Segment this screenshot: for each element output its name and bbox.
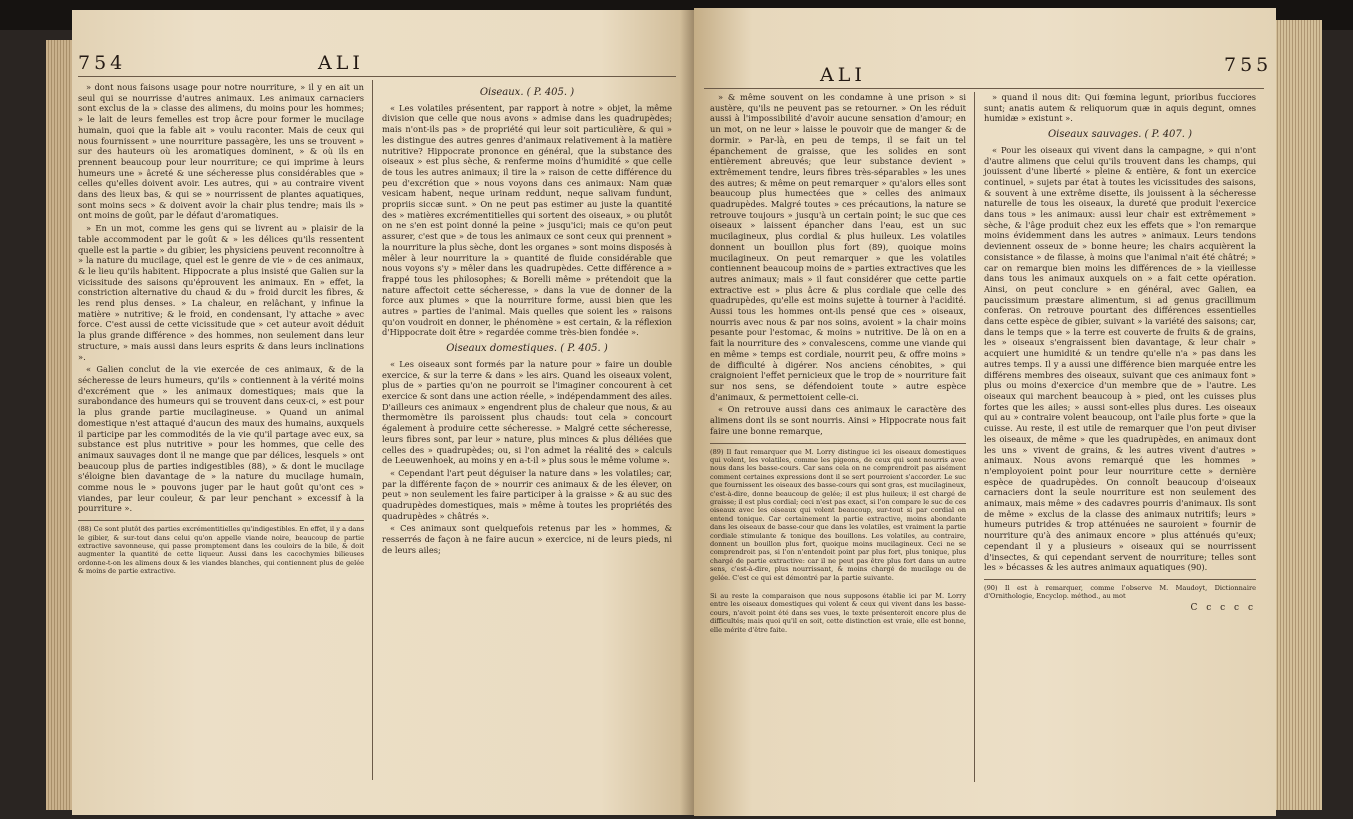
- paragraph: » quand il nous dit: Qui fœmina legunt, prioribus fucciores sunt; anatis autem & reliquorum quæ in aquis degunt, omnes humidæ » existunt ».: [984, 92, 1256, 124]
- footnote-continued: Si au reste la comparaison que nous supposons établie ici par M. Lorry entre les oiseaux domestiques qui volent & ceux qui vivent dans les basse-cours, n'avoit point été dans ses vues, le texte présenteroit encore plus de difficultés; mais quoi qu'il en soit, cette distinction est vraie, elle est bonne, elle mérite d'être faite.: [710, 592, 966, 634]
- paragraph: » & même souvent on les condamne à une prison » si austère, qu'ils ne peuvent pas se retourner. » On les réduit aussi à l'impossibilité d'avoir aucune sensation d'amour; en un mot, on ne leur » laisse le pouvoir que de manger & de dormir. » Par-là, en peu de temps, il se fait un tel épanchement de graisse, que les solides en sont entièrement abreuvés; que leur substance devient » extrêmement tendre, leurs fibres très-séparables » les unes des autres; & même on peut remarquer » qu'alors elles sont beaucoup plus humectées que » celles des animaux quadrupèdes. Malgré toutes » ces précautions, la nature se retrouve toujours » jusqu'à un certain point; le suc que ces oiseaux » laissent épancher dans l'eau, est un suc mucilagineux, plus cordial & plus huileux. Les volatiles donnent un bouillon plus fort (89), quoique moins mucilagineux. On peut remarquer » que les volatiles contiennent beaucoup moins de » parties extractives que les autres animaux; mais » il faut considérer que cette partie extractive est » plus âcre & plus cordiale que celle des quadrupèdes, qu'elle est moins sujette à tourner à l'acidité. Aussi tous les hommes ont-ils pensé que ces » oiseaux, nourris avec nous & par nos soins, avoient » la chair moins pesante pour l'estomac, & moins » nutritive. De là on en a fait la nourriture des » convalescens, comme une viande qui en même » temps est cordiale, nourrit peu, & offre moins » de difficulté à digérer. Nos anciens cénobites, » qui craignoient l'effet pernicieux que le trop de » nourriture fait sur nos sens, se défendoient toute » autre espèce d'animaux, & permettoient celle-ci.: [710, 92, 966, 402]
- paragraph: « Cependant l'art peut déguiser la nature dans » les volatiles; car, par la différente façon de » nourrir ces animaux & de les élever, on peut » non seulement les faire participer à la graisse » & au suc des quadrupèdes domestiques, mais » même à toutes les propriétés des quadrupèdes » châtrés ».: [382, 467, 672, 521]
- section-heading: Oiseaux. ( P. 405. ): [479, 87, 575, 98]
- paragraph: « Les oiseaux sont formés par la nature pour » faire un double exercice, & sur la terre & dans » les airs. Quand les oiseaux volent, plus de » parties qu'on ne pourroit se l'imaginer concourent à cet exercice & sont dans une action réelle, » indépendamment des ailes. D'ailleurs ces animaux » engendrent plus de chaleur que nous, & au thermomètre ils paroissent plus chauds: tout cela » concourt également à produire cette sécheresse. » Malgré cette sécheresse, leurs fibres sont, par leur » nature, plus minces & plus déliées que celles des » quadrupèdes; ou, si l'on admet la réalité des » calculs de Leeuwenhoek, au moins y en a-t-il » plus sous le même volume ».: [382, 358, 673, 466]
- right-column-1: [710, 92, 966, 634]
- paragraph: » En un mot, comme les gens qui se livrent au » plaisir de la table accommodent par le goût & » les délices qu'ils ressentent quelle est la partie » du gibier, les physiciens peuvent reconnoître à » la nature du mucilage, quel est le genre de vie » de ces animaux, & le lieu qu'ils habitent. Hippocrate a plus insisté que Galien sur la vicissitude des saisons qu'éprouvent les animaux. En » effet, la constriction alternative du chaud & du » froid durcit les fibres, & les rend plus denses. » La chaleur, en relâchant, y infinue la matière » nutritive; & le froid, en condensant, l'y attache » avec force. C'est aussi de cette vicissitude que » cet auteur avoit déduit la plus grande différence » des hommes, non seulement dans leur structure, » mais aussi dans leurs esprits & dans leurs inclinations ».: [78, 223, 365, 362]
- left-page: [72, 10, 694, 815]
- right-column-2: [984, 92, 1256, 613]
- right-column-rule: [974, 92, 975, 782]
- section-heading: Oiseaux sauvages. ( P. 407. ): [1047, 129, 1193, 141]
- left-header-rule: [78, 76, 676, 77]
- signature-mark: C c c c c: [1190, 602, 1256, 613]
- paragraph: « Ces animaux sont quelquefois retenus par les » hommes, & resserrés de façon à ne faire aucun » exercice, ni de leurs pieds, ni de leurs ailes;: [382, 523, 672, 555]
- left-column-rule: [372, 80, 373, 780]
- paragraph: « On retrouve aussi dans ces animaux le caractère des alimens dont ils se sont nourris. Ainsi » Hippocrate nous fait faire une bonne remarque,: [710, 404, 966, 436]
- footnote: (90) Il est à remarquer, comme l'observe M. Maudoyt, Dictionnaire d'Ornithologie, Encyclop. méthod., au mot: [984, 579, 1256, 601]
- right-running-head: ALI: [820, 64, 866, 86]
- right-page-number: 755: [1224, 54, 1273, 76]
- paragraph: » dont nous faisons usage pour notre nourriture, » il y en ait un seul qui se nourrisse d'autres animaux. Les animaux carnaciers sont exclus de la » classe des alimens, du moins pour les hommes; » le lait de leurs femelles est trop âcre pour former le mucilage humain, quoi que la fable ait » voulu raconter. Mais de ceux qui nous fournissent » une nourriture passagère, les uns se trouvent » sur des hauteurs où les aromatiques dominent, » & où ils en prennent beaucoup pour leur nourriture; ce qui imprime à leurs humeurs une » âcreté & une sécheresse plus considérables que » celles qu'elles doivent avoir. Les autres, qui » au contraire vivent dans des lieux bas, & qui se » nourrissent de plantes aquatiques, sont moins secs » & doivent avoir la chair plus tendre; mais ils » ont moins de goût, par le défaut d'aromatiques.: [78, 82, 364, 221]
- left-column-1: [78, 82, 364, 576]
- right-book-edge: [1272, 20, 1322, 810]
- left-page-number: 754: [78, 52, 127, 74]
- left-running-head: ALI: [318, 52, 364, 74]
- right-page: [694, 8, 1276, 816]
- paragraph: « Galien conclut de la vie exercée de ces animaux, & de la sécheresse de leurs humeurs, qu'ils » contiennent à la vérité moins d'excrément que » les animaux domestiques; mais que la surabondance des humeurs qui se trouvent dans ceux-ci, » est pour la plus grande partie mucilagineuse. » Quand un animal domestique n'est attaqué d'aucun des maux des humains, auxquels il participe par les commodités de la vie qu'il partage avec eux, sa substance est plus nutritive » pour les hommes, que celle des animaux sauvages dont il ne mange que par délices, lesquels » ont beaucoup plus de parties indigestibles (88), » & dont le mucilage s'éloigne bien davantage de » la nature du mucilage humain, comme nous le » pouvons juger par le haut goût qu'ont ces » viandes, par leur couleur, & par leur penchant » excessif à la pourriture ».: [78, 364, 364, 514]
- left-column-2: [382, 82, 672, 558]
- footnote: (88) Ce sont plutôt des parties excrémentitielles qu'indigestibles. En effet, il y a dans le gibier, & sur-tout dans celui qu'on appelle viande noire, beaucoup de partie extractive savonneuse, qui passe promptement dans les couloirs de la bile, & doit augmenter la quantité de cette liqueur. Aussi dans les cacochymies bilieuses ordonne-t-on les alimens doux & les viandes blanches, qui contiennent plus de gelée & moins de partie extractive.: [78, 520, 364, 575]
- footnote: (89) Il faut remarquer que M. Lorry distingue ici les oiseaux domestiques qui volent, les volatiles, comme les pigeons, de ceux qui sont nourris avec nous dans les basse-cours. Car sans cela on ne comprendroit pas aisément comment certaines expressions dont il se sert pourroient s'accorder. Le suc que fournissent les oiseaux des basse-cours qui sont gras, est mucilagineux, c'est-à-dire, donne beaucoup de gelée; il est plus huileux; il est chargé de graisse; il est plus cordial; ceci n'est pas exact, si l'on compare le suc de ces oiseaux avec les oiseaux qui volent beaucoup, sur-tout si par cordial on entend tonique. Car certainement la partie extractive, moins abondante dans les oiseaux de basse-cour que dans les volatiles, est vraiment la partie cordiale stimulante & tonique des bouillons. Les volatiles, au contraire, donnent un bouillon plus fort, quoique moins mucilagineux. Ceci ne se comprendroit pas, si l'on n'entendoit point par plus fort, plus tonique, plus chargé de partie extractive: car il ne peut pas être plus fort dans un autre sens, c'est-à-dire, plus nourrissant, & moins chargé de mucilage ou de gelée. C'est ce qui est démontré par la partie suivante.: [710, 443, 966, 583]
- section-heading: Oiseaux domestiques. ( P. 405. ): [446, 343, 608, 355]
- paragraph: « Les volatiles présentent, par rapport à notre » objet, la même division que celle que nous avons » admise dans les quadrupèdes; mais n'ont-ils pas » de propriété qui leur soit particulière, & qui » les distingue des autres genres d'animaux relativement à la matière nutritive? Hippocrate prononce en général, que la substance des oiseaux » est plus sèche, & renferme moins d'humidité » que celle de tous les autres animaux; il tire la » raison de cette différence du peu d'excrétion que » nous voyons dans ces animaux: Nam quæ vesicam habent, neque urinam reddunt, neque salivam fundunt, propriis siccæ sunt. » On ne peut pas estimer au juste la quantité des » matières excrémentitielles qui sortent des oiseaux, » ou plutôt on ne s'en est point donné la peine » jusqu'ici; mais ce qu'on peut assurer, c'est que » de tous les animaux ce sont ceux qui prennent » la nourriture la plus sèche, dont les organes » sont moins disposés à mêler à leur nourriture la » quantité de fluide considérable que nous voyons s'y » mêler dans les quadrupèdes. Cette différence a » frappé tous les philosophes; & Borelli même » prétendoit que la nature affectoit cette sécheresse, » dans la vue de donner de la force aux plumes » que la nourriture forme, aussi bien que les autres » parties de l'animal. Mais quelles que soient les » raisons qu'on voudroit en donner, le phénomène » est certain, & la réflexion d'Hippocrate doit être » regardée comme très-bien fondée ».: [382, 102, 672, 338]
- paragraph: « Pour les oiseaux qui vivent dans la campagne, » qui n'ont d'autre alimens que celui qu'ils trouvent dans les champs, qui jouissent d'une liberté » pleine & entière, & font un exercice continuel, » sujets par état à toutes les vicissitudes des saisons, & souvent à une extrême disette, ils jouissent à la sécheresse naturelle de tous les oiseaux, la dureté que produit l'exercice dans tous » les animaux: aussi leur chair est extrêmement » sèche, & l'âge produit chez eux les effets que » l'on remarque moins évidemment dans les autres » animaux. Leurs tendons deviennent osseux de » bonne heure; les chairs acquièrent la consistance » de filasse, à moins que l'animal n'ait été châtré; » car on remarque bien moins les différences de » la vieillesse dans tous les animaux auxquels on » a fait cette opération. Ainsi, on peut conclure » en général, avec Galien, ea paucissimum præstare alimentum, si ad genus gracillimum conferas. On retrouve pourtant des différences essentielles dans cette espèce de gibier, suivant » la variété des saisons; car, dans le temps que » la terre est couverte de fruits & de grains, les » oiseaux s'engraissent bien davantage, & leur chair » acquiert une humidité & un tendre qu'elle n'a » pas dans les autres temps. Il y a aussi une différence bien marquée entre les différens membres des oiseaux, suivant que ces animaux font » plus ou moins d'exercice d'un membre que de » l'autre. Les oiseaux qui marchent beaucoup à » pied, ont les cuisses plus fortes que les ailes; » aussi sont-elles plus dures. Les oiseaux qui au » contraire volent beaucoup, ont l'aile plus forte » que la cuisse. Au reste, il est utile de remarquer que l'on peut diviser les oiseaux, de même » que les quadrupèdes, en animaux dont les uns » vivent de grains, & les autres vivent d'autres » animaux. Nous avons remarqué que les hommes » n'employoient point pour leur nourriture cette » dernière espèce de quadrupèdes. On connoît beaucoup d'oiseaux carnaciers dont la seule nourriture est non seulement des animaux, mais même » des cadavres pourris d'animaux. Ils sont de même » exclus de la classe des animaux nutritifs; leurs » humeurs putrides & trop atténuées ne sauroient » fournir de nourriture qu'à des animaux encore » plus atténués qu'eux; cependant il y a plusieurs » oiseaux qui se nourrissent d'insectes, & qui cependant servent de nourriture; telles sont les » bécasses & les autres animaux aquatiques (90).: [984, 144, 1256, 573]
- right-header-rule: [704, 88, 1264, 89]
